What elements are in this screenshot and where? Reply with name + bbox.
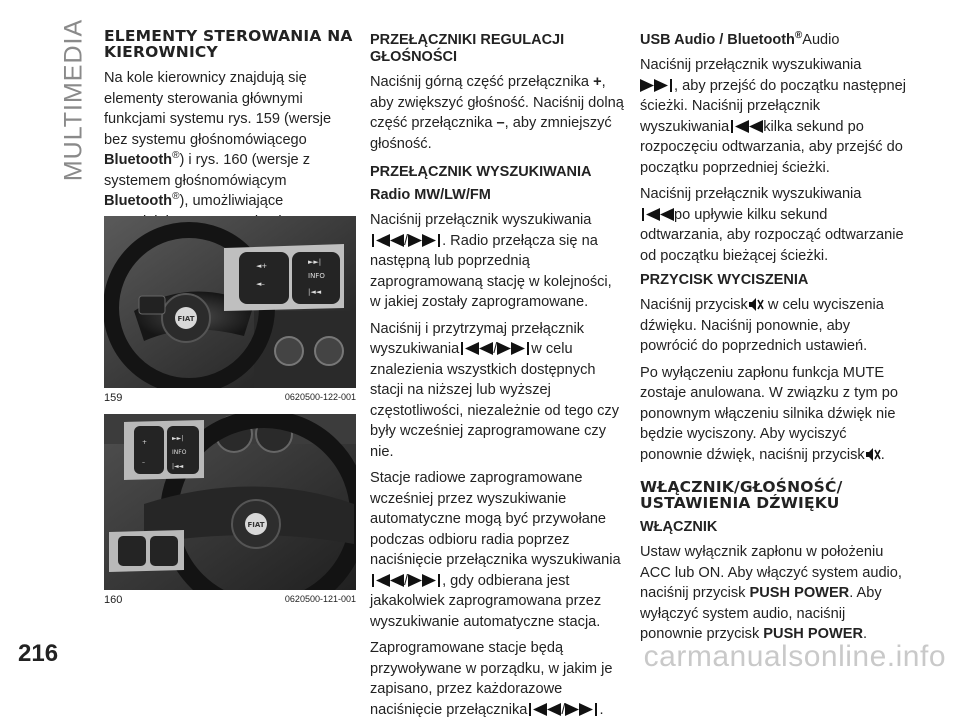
usb-paragraph-1: Naciśnij przełącznik wyszukiwania , aby przejść do początku następnej ścieżki. Naciśnij przełącznik wyszukiwania kilka sekund po rozpoczęciu odtwarzania, aby przejść do początku poprzedniej ścieżki. [640, 57, 907, 176]
heading-steering-controls: ELEMENTY STEROWANIA NA KIEROWNICY [104, 27, 353, 61]
watermark: carmanualsonline.info [643, 640, 946, 673]
radio-paragraph-3: Stacje radiowe zaprogramowane wcześniej przez wyszukiwanie automatyczne mogą być przywołane podczas odbioru radia poprzez naciśnięcie przełącznika wyszukiwania / , gdy odbierana jest jakakolwiek zaprogramowana przez wyszukiwanie automatyczne stacja. [370, 470, 621, 630]
figure-160-caption: 160 0620500-121-001 [104, 594, 356, 606]
seek-down-icon [459, 341, 493, 356]
intro-paragraph: Na kole kierownicy znajdują się elementy sterowania głównymi funkcjami systemu rys. 159 (wersje bez systemu głośnomówiącego Bluetooth®) i rys. 160 (wersje z systemem głośnomówiącym Bluetooth®), umożliwiające [104, 70, 332, 209]
svg-text:►►|: ►►| [308, 258, 322, 266]
seek-up-icon [408, 233, 442, 248]
figure-159-caption: 159 0620500-122-001 [104, 392, 356, 404]
figure-160-photo [104, 414, 356, 590]
svg-text:|◄◄: |◄◄ [308, 288, 322, 296]
column-1 [104, 22, 356, 238]
mute-icon [748, 297, 764, 312]
seek-up-icon [497, 341, 531, 356]
mute-icon [865, 447, 881, 462]
heading-power-switch: WŁĄCZNIK [640, 519, 718, 535]
section-side-label: MULTIMEDIA [59, 18, 88, 182]
mute-paragraph-1: Naciśnij przycisk w celu wyciszenia dźwięku. Naciśnij ponownie, aby powrócić do poprzednich ustawień. [640, 297, 884, 354]
svg-text:►►|: ►►| [172, 435, 184, 442]
svg-text:FIAT: FIAT [247, 521, 265, 529]
seek-down-icon [370, 573, 404, 588]
svg-text:◄+: ◄+ [256, 262, 268, 270]
radio-paragraph-2: Naciśnij i przytrzymaj przełącznik wyszukiwania / w celu znalezienia wszystkich dostępnych stacji na niższej lub wyższej częstotliwości, niezależnie od tego czy były wcześniej zaprogramowane czy nie. [370, 320, 620, 460]
seek-down-icon [729, 119, 763, 134]
usb-paragraph-2: Naciśnij przełącznik wyszukiwania po upływie kilku sekund odtwarzania, aby rozpocząć odtwarzanie od początku bieżącej ścieżki. [640, 186, 904, 264]
heading-power-volume-sound: WŁĄCZNIK/GŁOŚNOŚĆ/ USTAWIENIA DŹWIĘKU [640, 478, 843, 512]
seek-down-icon [527, 702, 561, 717]
seek-down-icon [640, 207, 674, 222]
radio-paragraph-4: Zaprogramowane stacje będą przywoływane w porządku, w jakim je zapisano, przez każdorazowe naciśnięcie przełącznika / . [370, 640, 613, 718]
heading-volume-switches: PRZEŁĄCZNIKI REGULACJI GŁOŚNOŚCI [370, 32, 565, 65]
seek-up-icon [565, 702, 599, 717]
figure-159-photo [104, 216, 356, 388]
column-3 [640, 22, 910, 651]
radio-paragraph-1: Naciśnij przełącznik wyszukiwania / . Radio przełącza się na następną lub poprzednią zaprogramowaną stację w kolejności, w jakiej zostały zaprogramowane. [370, 212, 612, 310]
svg-text:+: + [142, 439, 148, 446]
mute-paragraph-2: Po wyłączeniu zapłonu funkcja MUTE zostaje anulowana. W związku z tym po ponownym włączeniu silnika dźwięk nie będzie wyciszony. Aby wyciszyć ponownie dźwięk, naciśnij przycisk . [640, 364, 898, 463]
seek-up-icon [408, 573, 442, 588]
heading-search-switch: PRZEŁĄCZNIK WYSZUKIWANIA [370, 164, 592, 180]
svg-text:INFO: INFO [308, 272, 325, 280]
seek-down-icon [370, 233, 404, 248]
page-number: 216 [18, 640, 59, 667]
volume-paragraph: Naciśnij górną część przełącznika +, aby zwiększyć głośność. Naciśnij dolną część przełącznika –, aby zmniejszyć głośność. [370, 74, 624, 152]
column-2 [370, 22, 626, 726]
heading-radio: Radio MW/LW/FM [370, 187, 491, 203]
svg-text:INFO: INFO [172, 449, 187, 456]
heading-mute-button: PRZYCISK WYCISZENIA [640, 272, 809, 288]
heading-usb-audio: USB Audio / Bluetooth®Audio [640, 30, 840, 48]
svg-text:◄–: ◄– [256, 280, 265, 288]
svg-text:|◄◄: |◄◄ [172, 463, 184, 470]
svg-text:FIAT: FIAT [177, 315, 195, 323]
seek-up-icon [640, 78, 674, 93]
svg-text:–: – [142, 459, 145, 466]
power-paragraph: Ustaw wyłącznik zapłonu w położeniu ACC lub ON. Aby włączyć system audio, naciśnij przycisk PUSH POWER. Aby wyłączyć system audio, naciśnij ponownie przycisk PUSH POWER. [640, 544, 902, 642]
